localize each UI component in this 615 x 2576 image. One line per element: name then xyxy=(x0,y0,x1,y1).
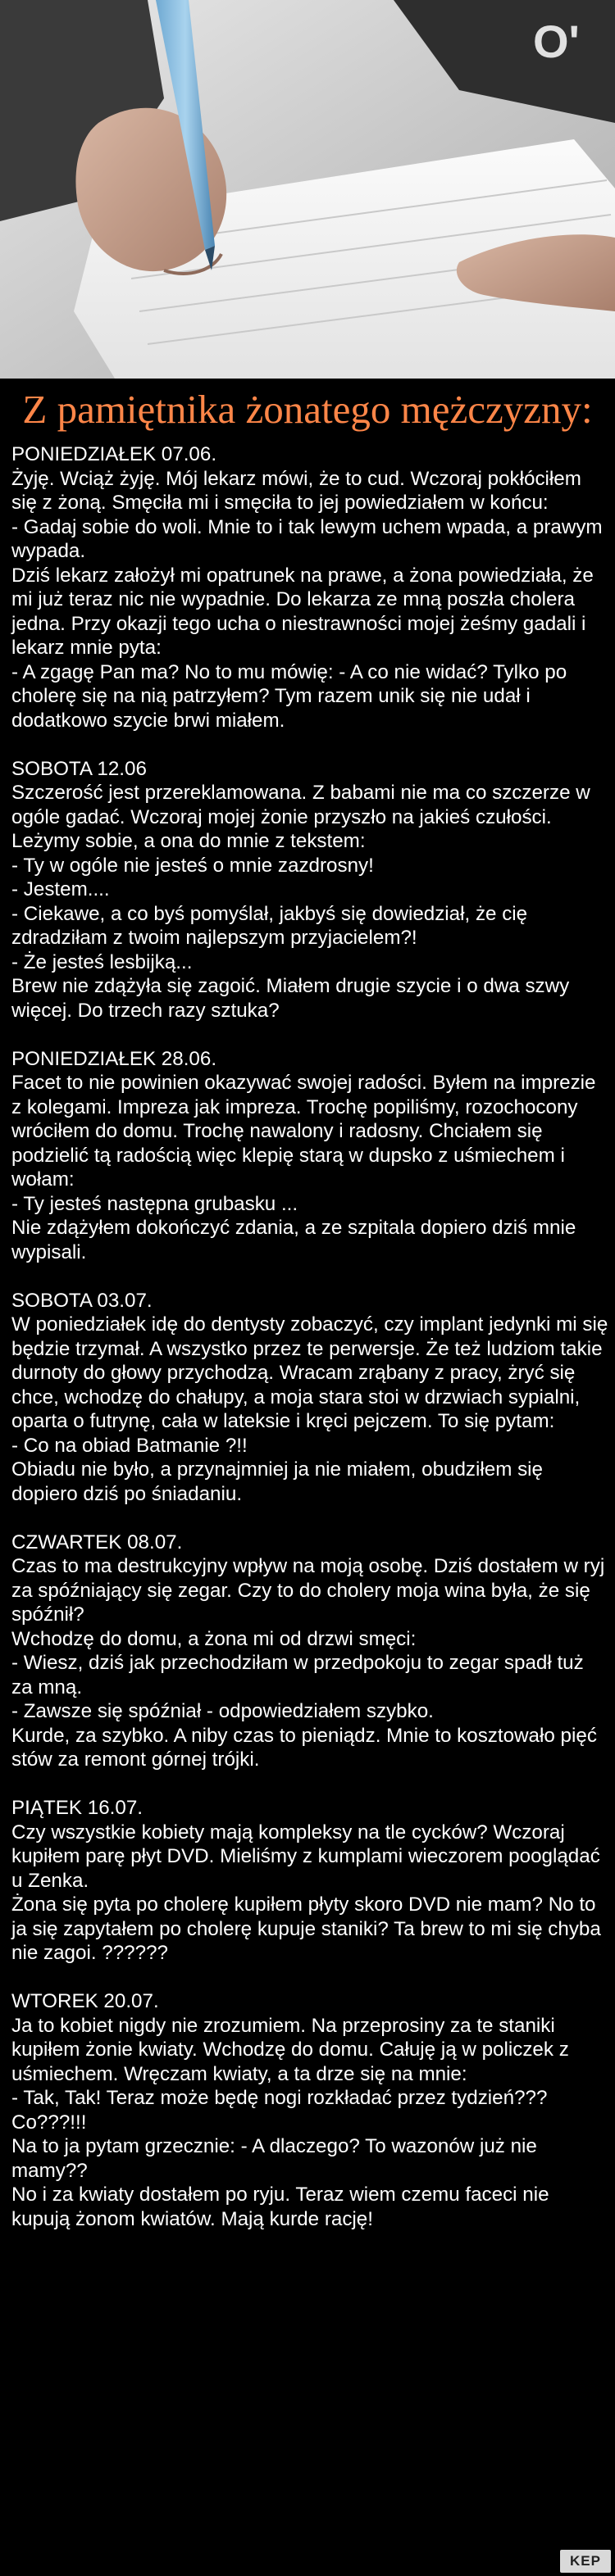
diary-entries xyxy=(11,442,608,2256)
site-watermark-logo: KEP xyxy=(560,2550,611,2573)
entry-text: - Ty jesteś następna grubasku ... xyxy=(11,1192,298,1215)
entry-text: Ja to kobiet nigdy nie zrozumiem. Na przeprosiny za te staniki kupiłem żonie kwiaty. Wchodzę do domu. Całuję ją w policzek z uśmiechem. Wręczam kwiaty, a ta drze się na mnie: xyxy=(11,2014,569,2085)
entry-text: - Zawsze się spóźniał - odpowiedziałem szybko. xyxy=(11,1700,434,1722)
entry-text: Żona się pyta po cholerę kupiłem płyty skoro DVD nie mam? No to ja się zapytałem po cholerę kupuje staniki? Ta brew to mi się chyba nie zagoi. ?????? xyxy=(11,1893,601,1964)
entry-date: SOBOTA 03.07. xyxy=(11,1289,153,1312)
entry-text: - Tak, Tak! Teraz może będę nogi rozkładać przez tydzień??? Co???!!! xyxy=(11,2087,548,2134)
entry-date: PONIEDZIAŁEK 07.06. xyxy=(11,443,217,465)
entry-text: - Gadaj sobie do woli. Mnie to i tak lewym uchem wpada, a prawym wypada. xyxy=(11,515,603,562)
diary-entry xyxy=(11,1047,608,1265)
entry-text: Nie zdążyłem dokończyć zdania, a ze szpitala dopiero dziś mnie wypisali. xyxy=(11,1217,576,1263)
page-title: Z pamiętnika żonatego mężczyzny: xyxy=(22,387,593,432)
entry-text: No i za kwiaty dostałem po ryju. Teraz wiem czemu faceci nie kupują żonom kwiatów. Mają kurde rację! xyxy=(11,2184,549,2230)
writing-hand-illustration xyxy=(0,0,615,379)
diary-entry xyxy=(11,1989,608,2231)
entry-date: PONIEDZIAŁEK 28.06. xyxy=(11,1047,217,1070)
entry-text: W poniedziałek idę do dentysty zobaczyć, czy implant jedynki mi się będzie trzymał. A wszystko przez te perwersje. Że też ludziom takie durnoty do głowy przychodzą. Wracam zrąbany z pracy, żryć się chce, wchodzę do chałupy, a moja stara stoi w drzwiach sypialni, oparta o futrynę, cała w lateksie i kręci pejczem. To się pytam: xyxy=(11,1313,608,1432)
entry-text: Czas to ma destrukcyjny wpływ na moją osobę. Dziś dostałem w ryj za spóźniający się zegar. Czy to do cholery moja wina była, że się spóźnił? xyxy=(11,1555,605,1626)
entry-date: WTOREK 20.07. xyxy=(11,1990,159,2012)
diary-entry xyxy=(11,1796,608,1966)
entry-text: Wchodzę do domu, a żona mi od drzwi smęci: xyxy=(11,1627,417,1650)
entry-date: CZWARTEK 08.07. xyxy=(11,1531,183,1553)
entry-text: Dziś lekarz założył mi opatrunek na prawe, a żona powiedziała, że mi już teraz nic nie wypadnie. Do lekarza ze mną poszła cholera jedna. Przy okazji tego ucha o niestrawności mojej żeśmy gadali i lekarz mnie pyta: xyxy=(11,564,594,659)
header-photo xyxy=(0,0,615,379)
diary-entry xyxy=(11,1531,608,1772)
entry-text: - Jestem.... xyxy=(11,878,110,900)
entry-text: Szczerość jest przereklamowana. Z babami nie ma co szczerze w ogóle gadać. Wczoraj mojej żonie przyszło na jakieś czułości. Leżymy sobie, a ona do mnie z tekstem: xyxy=(11,782,590,852)
entry-text: - Że jesteś lesbijką... xyxy=(11,950,193,973)
entry-text: Żyję. Wciąż żyję. Mój lekarz mówi, że to cud. Wczoraj pokłóciłem się z żoną. Smęciła mi i smęciła to jej powiedziałem w końcu: xyxy=(11,467,581,514)
entry-text: Brew nie zdążyła się zagoić. Miałem drugie szycie i o dwa szwy więcej. Do trzech razy sztuka? xyxy=(11,975,570,1022)
diary-entry xyxy=(11,757,608,1023)
entry-date: SOBOTA 12.06 xyxy=(11,757,147,780)
svg-text:O': O' xyxy=(533,16,580,67)
entry-date: PIĄTEK 16.07. xyxy=(11,1797,143,1819)
entry-text: - Co na obiad Batmanie ?!! xyxy=(11,1434,248,1457)
entry-text: - Ciekawe, a co byś pomyślał, jakbyś się dowiedział, że cię zdradziłam z twoim najlepszym przyjacielem?! xyxy=(11,902,528,949)
entry-text: Kurde, za szybko. A niby czas to pieniądz. Mnie to kosztowało pięć stów za remont górnej trójki. xyxy=(11,1724,597,1771)
diary-entry xyxy=(11,442,608,732)
entry-text: Obiadu nie było, a przynajmniej ja nie miałem, obudziłem się dopiero dziś po śniadaniu. xyxy=(11,1458,544,1505)
entry-text: Facet to nie powinien okazywać swojej radości. Byłem na imprezie z kolegami. Impreza jak impreza. Trochę popiliśmy, rozochocony wróciłem do domu. Trochę nawalony i radosny. Chciałem się podzielić tą radością więc klepię starą w dupsko z uśmiechem i wołam: xyxy=(11,1072,596,1190)
entry-text: - Ty w ogóle nie jesteś o mnie zazdrosny! xyxy=(11,854,374,877)
entry-text: Czy wszystkie kobiety mają kompleksy na tle cycków? Wczoraj kupiłem parę płyt DVD. Mieliśmy z kumplami wieczorem pooglądać u Zenka. xyxy=(11,1821,600,1892)
diary-entry xyxy=(11,1289,608,1507)
entry-text: - A zgagę Pan ma? No to mu mówię: - A co nie widać? Tylko po cholerę się na nią patrzyłem? Tym razem unik się nie udał i dodatkowo szycie brwi miałem. xyxy=(11,660,567,732)
entry-text: Na to ja pytam grzecznie: - A dlaczego? To wazonów już nie mamy?? xyxy=(11,2135,537,2182)
entry-text: - Wiesz, dziś jak przechodziłam w przedpokoju to zegar spadł tuż za mną. xyxy=(11,1652,584,1698)
